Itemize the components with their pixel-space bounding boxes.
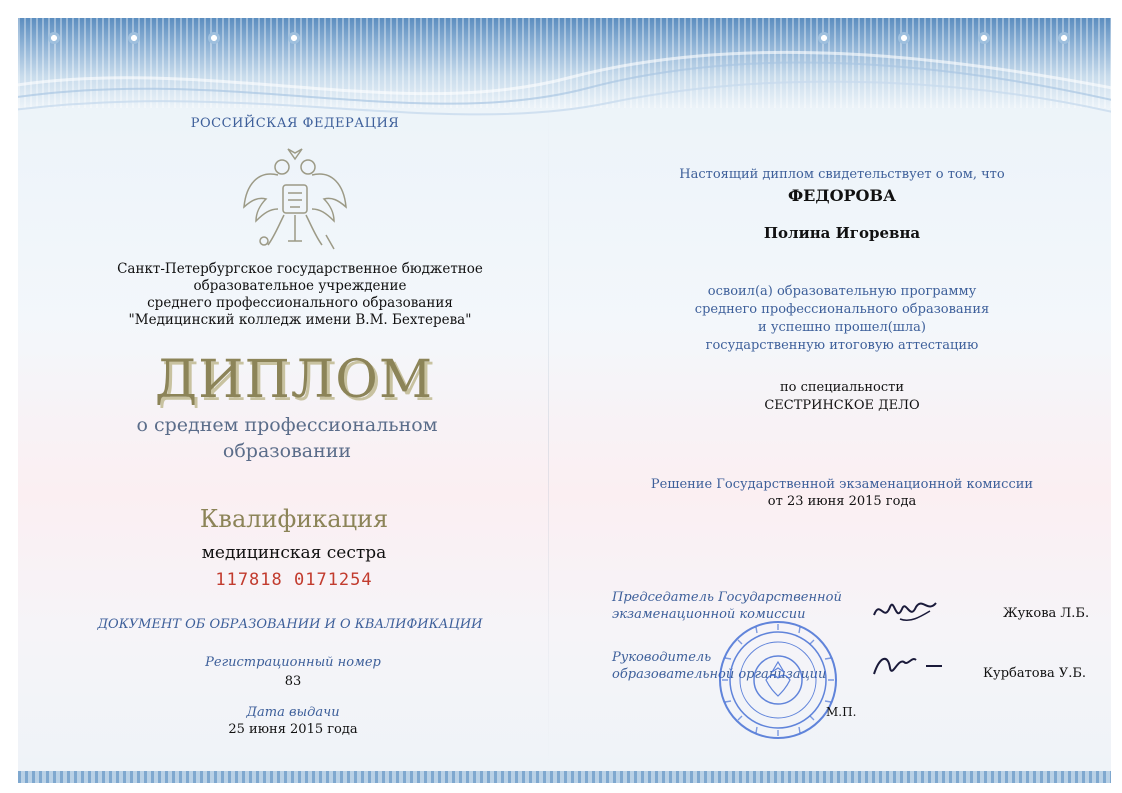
decision-date: от 23 июня 2015 года bbox=[767, 494, 917, 509]
band-dot bbox=[818, 32, 830, 44]
band-dot bbox=[1058, 32, 1070, 44]
document-subtitle: образовании bbox=[222, 440, 352, 462]
intro-text: Настоящий диплом свидетельствует о том, что bbox=[679, 167, 1005, 182]
country-name: РОССИЙСКАЯ ФЕДЕРАЦИЯ bbox=[190, 116, 400, 131]
chair-label: экзаменационной комиссии bbox=[612, 607, 806, 622]
decorative-bottom-band bbox=[18, 771, 1111, 783]
chair-label: Председатель Государственной bbox=[612, 590, 842, 605]
band-dot bbox=[898, 32, 910, 44]
serial-number: 117818 0171254 bbox=[215, 570, 373, 590]
graduate-given-names: Полина Игоревна bbox=[763, 224, 921, 242]
registration-label: Регистрационный номер bbox=[205, 655, 381, 670]
band-dot bbox=[978, 32, 990, 44]
specialty-value: СЕСТРИНСКОЕ ДЕЛО bbox=[764, 398, 920, 413]
head-name: Курбатова У.Б. bbox=[983, 666, 1087, 681]
specialty-label: по специальности bbox=[779, 380, 905, 395]
institution-line: "Медицинский колледж имени В.М. Бехтерева" bbox=[128, 312, 472, 328]
institution-line: среднего профессионального образования bbox=[147, 295, 453, 311]
chair-name: Жукова Л.Б. bbox=[1003, 606, 1090, 621]
band-dot bbox=[208, 32, 220, 44]
coat-of-arms-icon bbox=[238, 145, 352, 255]
head-signature-icon bbox=[868, 648, 948, 682]
document-subtitle: о среднем профессиональном bbox=[136, 414, 438, 436]
band-dot bbox=[288, 32, 300, 44]
head-label: образовательной организации bbox=[612, 667, 827, 682]
band-dot bbox=[128, 32, 140, 44]
chair-signature-icon bbox=[870, 593, 940, 629]
guilloche-wave bbox=[18, 48, 1111, 128]
program-line: среднего профессионального образования bbox=[694, 302, 990, 317]
issue-date-label: Дата выдачи bbox=[246, 705, 340, 720]
document-type: ДОКУМЕНТ ОБ ОБРАЗОВАНИИ И О КВАЛИФИКАЦИИ bbox=[97, 617, 483, 632]
program-line: государственную итоговую аттестацию bbox=[705, 338, 979, 353]
page-fold bbox=[548, 108, 549, 768]
program-line: и успешно прошел(шла) bbox=[758, 320, 926, 335]
graduate-surname: ФЕДОРОВА bbox=[787, 186, 897, 205]
issue-date: 25 июня 2015 года bbox=[228, 722, 358, 737]
registration-number: 83 bbox=[284, 674, 302, 689]
institution-line: Санкт-Петербургское государственное бюджетное bbox=[117, 261, 483, 277]
commission-decision: Решение Государственной экзаменационной комиссии bbox=[650, 477, 1034, 492]
band-dot bbox=[48, 32, 60, 44]
qualification-value: медицинская сестра bbox=[201, 543, 387, 563]
program-line: освоил(а) образовательную программу bbox=[707, 284, 977, 299]
official-seal-icon bbox=[716, 618, 840, 742]
institution-line: образовательное учреждение bbox=[193, 278, 407, 294]
document-title: ДИПЛОМ bbox=[154, 350, 434, 410]
qualification-heading: Квалификация bbox=[199, 505, 389, 533]
stamp-mark: М.П. bbox=[826, 705, 857, 719]
head-label: Руководитель bbox=[612, 650, 712, 665]
